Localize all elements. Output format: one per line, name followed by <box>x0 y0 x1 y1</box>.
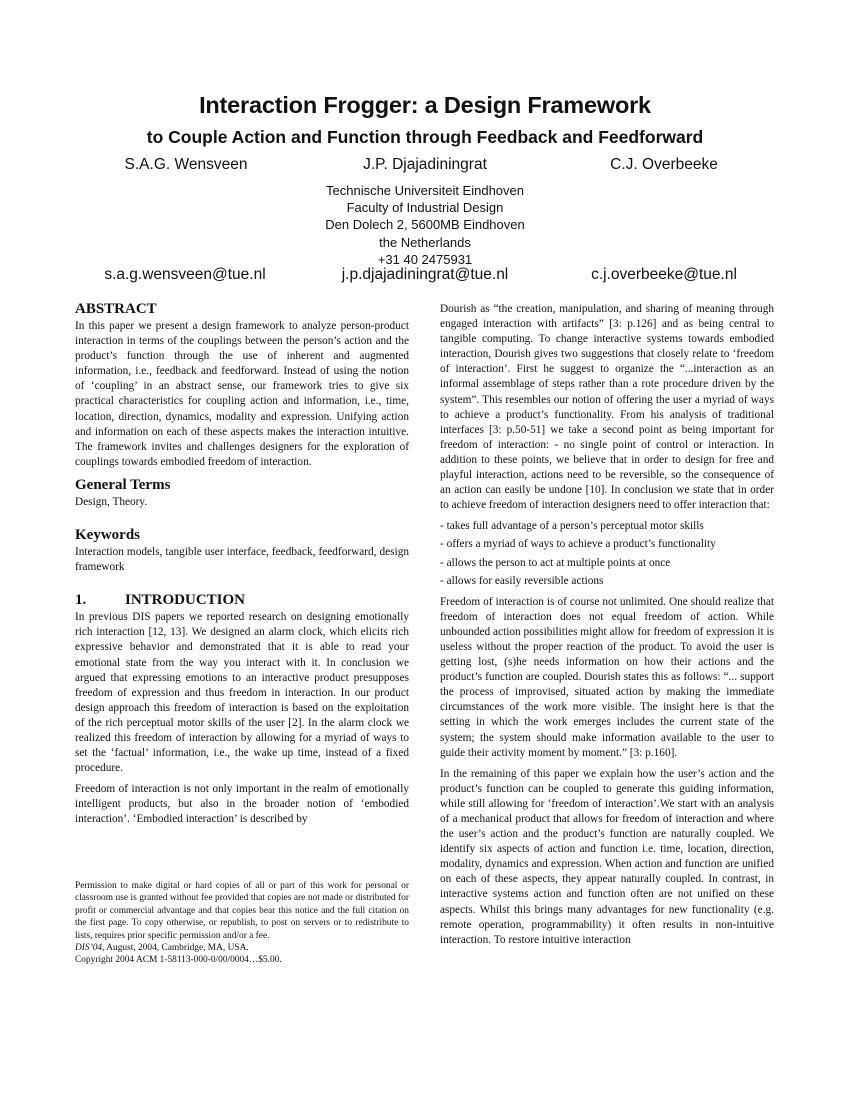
paper-title: Interaction Frogger: a Design Framework <box>199 92 651 118</box>
general-terms-heading: General Terms <box>75 476 171 493</box>
body-paragraph: Dourish as “the creation, manipulation, and sharing of meaning through engaged interaction with artifacts” [3: p.126] and as being central to tangible computing. To change interactive systems towards embodied interaction, Dourish gives two suggestions that closely relate to ‘freedom of interaction’. First he suggest to organize the “...interaction as an informal assemblage of steps rather than a rote procedure driven by the system”. This resembles our notion of offering the user a myriad of ways to achieve a product’s functionality. From his analysis of traditional interfaces [3: p.50-51] we take a second point as being important for freedom of interaction: - no single point of control or interaction. In addition to these points, we believe that in order to design for free and playful interaction, actions need to be reversible, so the consequence of an action can easily be undone [10]. In conclusion we state that in order to achieve freedom of interaction designers need to offer interaction that: <box>440 303 774 512</box>
section-title: INTRODUCTION <box>125 592 246 609</box>
affiliation-block <box>0 182 850 268</box>
affiliation-line: Faculty of Industrial Design <box>346 200 504 216</box>
abstract-text: In this paper we present a design framework to analyze person-product interaction in terms of the couplings between the person’s action and the product’s function through the use of inherent and augmented information, i.e., feedback and feedforward. Instead of using the notion of ‘coupling’ in an abstract sense, our framework tries to give six practical characteristics for coupling action and information, i.e., time, location, direction, dynamics, modality and expression. Unifying action and information on each of these aspects makes the interaction intuitive. The framework invites and challenges designers for the exploration of couplings towards embodied freedom of interaction. <box>75 320 409 468</box>
author-1: S.A.G. Wensveen <box>124 156 248 173</box>
permission-text: Permission to make digital or hard copies of all or part of this work for personal or classroom use is granted without fee provided that copies are not made or distributed for profit or commercial advantage and that copies bear this notice and the full citation on the first page. To copy otherwise, or republish, to post on servers or to redistribute to lists, requires prior specific permission and/or a fee. <box>75 881 409 941</box>
author-3: C.J. Overbeeke <box>610 156 718 173</box>
email-2[interactable]: j.p.djajadiningrat@tue.nl <box>341 266 509 283</box>
intro-paragraph-2: Freedom of interaction is not only important in the realm of emotionally intelligent products, but also in the broader notion of ‘embodied interaction’. ‘Embodied interaction’ is described by <box>75 783 409 826</box>
requirements-list <box>440 519 774 588</box>
email-1[interactable]: s.a.g.wensveen@tue.nl <box>104 266 266 283</box>
author-2: J.P. Djajadiningrat <box>363 156 487 173</box>
list-item: - offers a myriad of ways to achieve a product’s functionality <box>440 538 716 551</box>
left-column <box>75 300 409 834</box>
keywords-text: Interaction models, tangible user interface, feedback, feedforward, design framework <box>75 546 409 574</box>
body-paragraph: In the remaining of this paper we explain how the user’s action and the product’s function can be coupled to generate this guiding information, while still allowing for ‘freedom of interaction’.We start with an analysis of a mechanical product that allows for freedom of interaction and where the user’s action and the product’s function are naturally coupled. We identify six aspects of action and function i.e. time, location, direction, modality, dynamics and expression. When action and function are unified on each of these aspects, they appear naturally coupled. In contrast, in interactive systems action and function often are not unified on these aspects. Whilst this brings many advantages for new functionality (e.g. remote operation, programmability) it often results in non-intuitive interaction. To restore intuitive interaction <box>440 767 774 946</box>
general-terms-text: Design, Theory. <box>75 495 148 508</box>
list-item: - allows for easily reversible actions <box>440 574 604 587</box>
affiliation-line: Den Dolech 2, 5600MB Eindhoven <box>325 217 525 233</box>
affiliation-line: Technische Universiteit Eindhoven <box>326 183 524 198</box>
right-column <box>440 302 774 954</box>
keywords-heading: Keywords <box>75 527 140 544</box>
conference-line <box>75 942 409 954</box>
intro-paragraph-1: In previous DIS papers we reported research on designing emotionally rich interaction [12, 13]. We designed an alarm clock, which elicits rich expressive behavior and demonstrated that it is able to read your emotional state from the way you interact with it. In conclusion we argued that expressing emotions to an interactive product presupposes freedom of expression and thus freedom in interaction. In our product design approach this freedom of interaction is based on the exploitation of the rich perceptual motor skills of the user [2]. In the alarm clock we realized this freedom of interaction by allowing for a myriad of ways to set the ‘factual’ information, i.e., the wake up time, instead of a fixed procedure. <box>75 611 409 775</box>
list-item: - takes full advantage of a person’s perceptual motor skills <box>440 520 704 533</box>
abstract-heading: ABSTRACT <box>75 301 157 317</box>
paper-subtitle: to Couple Action and Function through Feedback and Feedforward <box>146 127 704 147</box>
permission-block <box>75 880 409 967</box>
section-number: 1. <box>75 592 87 609</box>
affiliation-line: the Netherlands <box>379 234 471 250</box>
conference-details: , August, 2004, Cambridge, MA, USA. <box>102 943 249 954</box>
copyright-line: Copyright 2004 ACM 1-58113-000-0/00/0004…$5.00. <box>75 955 282 966</box>
introduction-heading <box>75 591 409 609</box>
conference-name: DIS’04 <box>75 943 103 954</box>
body-paragraph: Freedom of interaction is of course not unlimited. One should realize that freedom of interaction does not equal freedom of action. While unbounded action possibilities might allow for freedom of expression it is useless without the proper reaction of the product. To avoid the user is getting lost, (s)he needs information on how their actions and the product’s function are coupled. Dourish states this as follows: “... support the process of improvised, situated action by making the immediate circumstances of the work more visible. The insight here is that the setting in which the work emerges includes the current state of the system; the system should make information available to the user to guide their activity moment by moment.” [3: p.160]. <box>440 595 774 759</box>
email-3[interactable]: c.j.overbeeke@tue.nl <box>591 266 737 283</box>
list-item: - allows the person to act at multiple points at once <box>440 556 671 569</box>
affiliation-line: +31 40 2475931 <box>377 251 473 267</box>
